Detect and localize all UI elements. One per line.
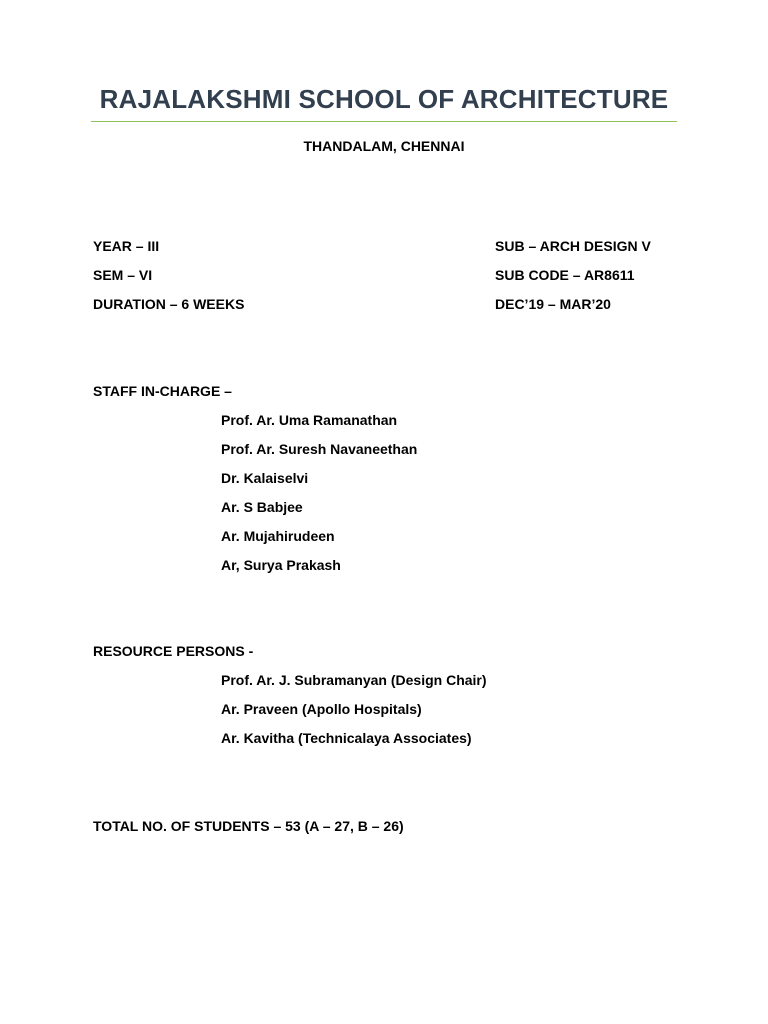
period-label: DEC’19 – MAR’20 [495,296,611,312]
staff-member: Dr. Kalaiselvi [221,470,309,486]
staff-member: Ar, Surya Prakash [221,557,341,573]
resource-heading: RESOURCE PERSONS - [93,643,254,659]
resource-person: Prof. Ar. J. Subramanyan (Design Chair) [221,672,487,688]
duration-label: DURATION – 6 WEEKS [93,296,245,312]
semester-label: SEM – VI [93,267,153,283]
location-subtitle: THANDALAM, CHENNAI [303,138,465,154]
staff-member: Ar. S Babjee [221,499,303,515]
student-total: TOTAL NO. OF STUDENTS – 53 (A – 27, B – 26) [93,818,404,834]
title-divider [91,121,677,122]
page-title: RAJALAKSHMI SCHOOL OF ARCHITECTURE [99,84,669,114]
staff-member: Prof. Ar. Suresh Navaneethan [221,441,418,457]
staff-heading: STAFF IN-CHARGE – [93,383,232,399]
subject-code-label: SUB CODE – AR8611 [495,267,635,283]
staff-member: Prof. Ar. Uma Ramanathan [221,412,398,428]
staff-member: Ar. Mujahirudeen [221,528,335,544]
subject-label: SUB – ARCH DESIGN V [495,238,651,254]
resource-person: Ar. Kavitha (Technicalaya Associates) [221,730,472,746]
year-label: YEAR – III [93,238,160,254]
resource-person: Ar. Praveen (Apollo Hospitals) [221,701,422,717]
